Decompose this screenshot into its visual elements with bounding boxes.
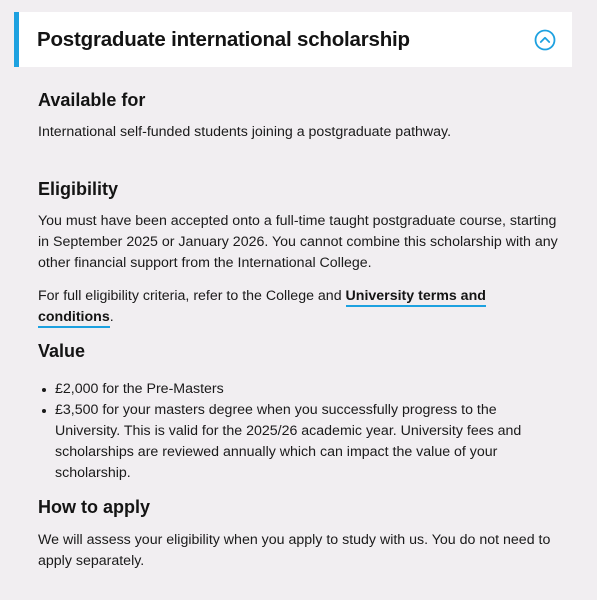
eligibility-text: You must have been accepted onto a full-time taught postgraduate course, starting in September 2025 or January 2026. You cannot combine this scholarship with any other financial support from the International College.	[38, 213, 558, 271]
eligibility-criteria-suffix: .	[109, 309, 114, 325]
list-item	[38, 379, 558, 400]
eligibility-criteria-text	[38, 286, 558, 328]
value-item-text: £2,000 for the Pre-Masters	[55, 381, 224, 397]
bullet-icon	[42, 409, 46, 413]
value-list	[38, 379, 558, 484]
available-for-heading: Available for	[38, 90, 146, 110]
accordion-header[interactable]	[14, 12, 572, 67]
accordion-title: Postgraduate international scholarship	[37, 27, 410, 51]
terms-and-conditions-link[interactable]: University terms and conditions	[38, 288, 486, 328]
how-to-apply-heading: How to apply	[38, 497, 150, 517]
how-to-apply-text: We will assess your eligibility when you apply to study with us. You do not need to apply separately.	[38, 532, 551, 569]
value-heading: Value	[38, 341, 86, 361]
available-for-text: International self-funded students joining a postgraduate pathway.	[38, 124, 452, 140]
chevron-up-circle-icon[interactable]	[534, 29, 556, 51]
eligibility-heading: Eligibility	[38, 179, 119, 199]
list-item	[38, 400, 558, 484]
eligibility-criteria-prefix: For full eligibility criteria, refer to the College and	[38, 288, 346, 304]
value-item-text: £3,500 for your masters degree when you successfully progress to the University. This is valid for the 2025/26 academic year. University fees and scholarships are reviewed annually which can impact the value of your scholarship.	[55, 402, 522, 481]
bullet-icon	[42, 388, 46, 392]
